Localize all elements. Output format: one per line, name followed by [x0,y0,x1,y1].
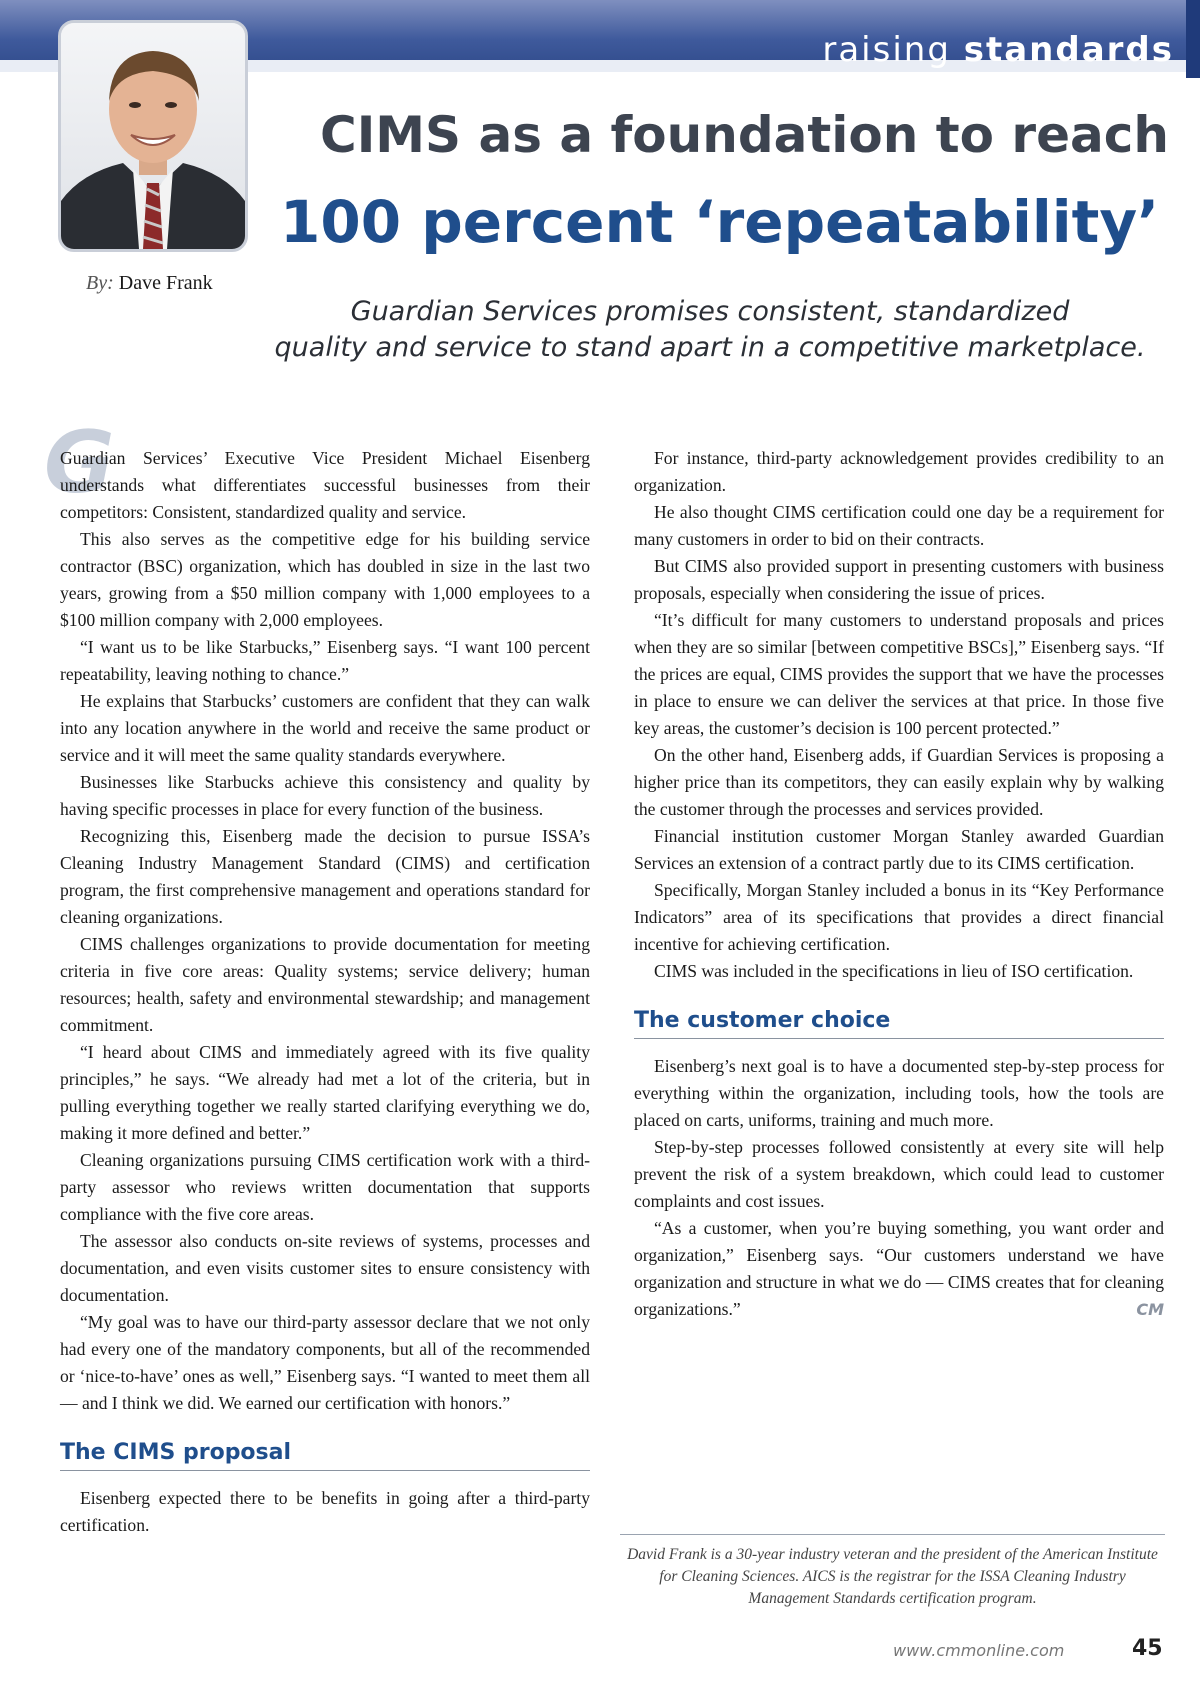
byline-prefix: By: [86,272,114,294]
author-portrait-image [61,23,245,249]
paragraph: Specifically, Morgan Stanley included a bonus in its “Key Performance Indicators” area of its specifications that provides a direct financial incentive for achieving certification. [634,880,1164,954]
paragraph: CIMS was included in the specifications in lieu of ISO certification. [654,961,1134,981]
byline [86,272,213,295]
paragraph: He also thought CIMS certification could one day be a requirement for many customers in order to bid on their contracts. [634,502,1164,549]
paragraph: He explains that Starbucks’ customers are confident that they can walk into any location anywhere in the world and receive the same product or service and it will meet the same quality standards everywhere. [60,691,590,765]
paragraph: Step-by-step processes followed consistently at every site will help prevent the risk of a system breakdown, which could lead to customer complaints and cost issues. [634,1137,1164,1211]
headline-line-1: CIMS as a foundation to reach [320,106,1169,164]
author-photo [58,20,248,252]
page-number: 45 [1132,1636,1163,1661]
subhead-cims-proposal: The CIMS proposal [60,1439,590,1471]
paragraph: Eisenberg’s next goal is to have a documented step-by-step process for everything within the organization, including tools, how the tools are placed on carts, uniforms, training and much more. [634,1056,1164,1130]
paragraph: “It’s difficult for many customers to understand proposals and prices when they are so similar [between competitive BSCs],” Eisenberg says. “If the prices are equal, CIMS provides the support that we have the processes in place to ensure we can deliver the services at that price. In those five key areas, the customer’s decision is 100 percent protected.” [634,610,1164,738]
paragraph: “I want us to be like Starbucks,” Eisenberg says. “I want 100 percent repeatability, leaving nothing to chance.” [60,637,590,684]
header-band-edge [1186,0,1200,78]
paragraph: The assessor also conducts on-site reviews of systems, processes and documentation, and even visits customer sites to ensure consistency with documentation. [60,1231,590,1305]
paragraph: On the other hand, Eisenberg adds, if Guardian Services is proposing a higher price than its competitors, they can easily explain why by walking the customer through the processes and services provided. [634,745,1164,819]
paragraph: Eisenberg expected there to be benefits in going after a third-party certification. [60,1488,590,1535]
paragraph: For instance, third-party acknowledgement provides credibility to an organization. [634,448,1164,495]
subhead-customer-choice: The customer choice [634,1007,1164,1039]
paragraph: “My goal was to have our third-party assessor declare that we not only had every one of the mandatory components, but all of the recommended or ‘nice-to-have’ ones as well,” Eisenberg says. “I wanted to meet them all — and I think we did. We earned our certification with honors.” [60,1312,590,1413]
section-tag-light: raising [822,30,951,70]
headline-line-2: 100 percent ‘repeatability’ [280,188,1160,256]
end-mark: CM [1136,1300,1164,1319]
paragraph: CIMS challenges organizations to provide documentation for meeting criteria in five core areas: Quality systems; service delivery; human resources; health, safety and environmental stewardship; and management commitment. [60,934,590,1035]
author-bio: David Frank is a 30-year industry veteran and the president of the American Institute for Cleaning Sciences. AICS is the registrar for the ISSA Cleaning Industry Management Standards certification program. [627,1546,1158,1607]
deck-subtitle-line-2: quality and service to stand apart in a competitive marketplace. [274,332,1146,363]
byline-author: Dave Frank [118,272,213,294]
bio-divider [620,1534,1165,1535]
paragraph: Businesses like Starbucks achieve this consistency and quality by having specific processes in place for every function of the business. [60,772,590,819]
paragraph: Recognizing this, Eisenberg made the decision to pursue ISSA’s Cleaning Industry Management Standard (CIMS) and certification program, the first comprehensive management and operations standard for cleaning organizations. [60,826,590,927]
paragraph: This also serves as the competitive edge for his building service contractor (BSC) organization, which has doubled in size in the last two years, growing from a $50 million company with 1,000 employees to a $100 million company with 2,000 employees. [60,529,590,630]
deck-subtitle-line-1: Guardian Services promises consistent, standardized [350,296,1070,327]
paragraph: “I heard about CIMS and immediately agreed with its five quality principles,” he says. “We already had met a lot of the criteria, but in pulling everything together we really started clarifying everything we do, making it more defined and better.” [60,1042,590,1143]
deck-subtitle [260,294,1160,366]
section-tag [822,30,1174,70]
drop-cap: G [44,413,115,513]
final-paragraph-text: “As a customer, when you’re buying something, you want order and organization,” Eisenberg says. “Our customers understand we have organization and structure in what we do — CIMS creates that for cleaning organizations.” [634,1218,1164,1319]
article-right-column [634,445,1164,1323]
footer-url: www.cmmonline.com [893,1641,1065,1660]
article-left-column [60,445,590,1539]
paragraph: Cleaning organizations pursuing CIMS certification work with a third-party assessor who reviews written documentation that supports compliance with the five core areas. [60,1150,590,1224]
paragraph: But CIMS also provided support in presenting customers with business proposals, especially when considering the issue of prices. [634,556,1164,603]
paragraph-final [634,1215,1164,1323]
paragraph: Financial institution customer Morgan Stanley awarded Guardian Services an extension of a contract partly due to its CIMS certification. [634,826,1164,873]
paragraph: Guardian Services’ Executive Vice President Michael Eisenberg understands what differentiates successful businesses from their competitors: Consistent, standardized quality and service. [60,448,590,522]
section-tag-bold: standards [963,30,1174,70]
